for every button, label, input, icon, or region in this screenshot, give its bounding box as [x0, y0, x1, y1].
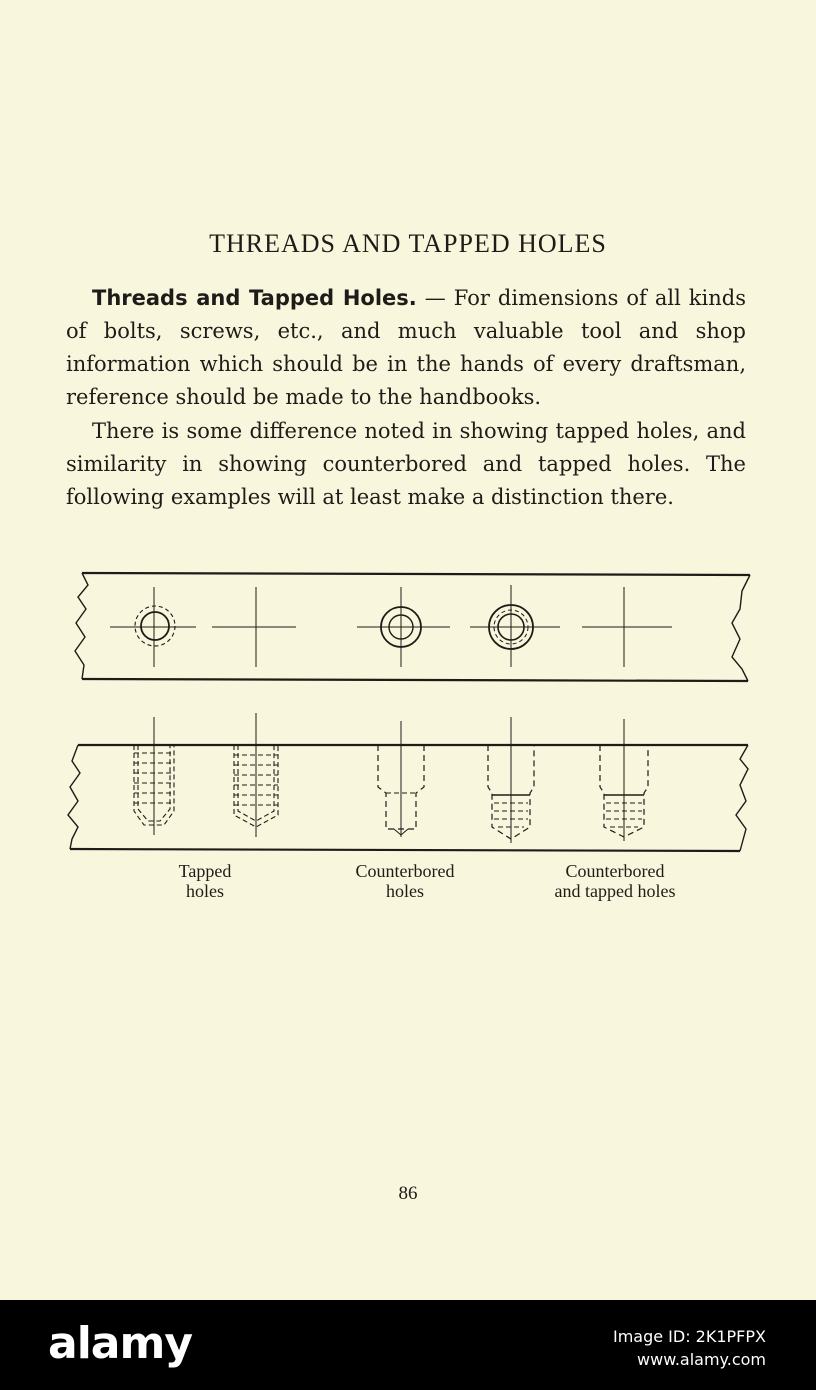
- caption-line: and tapped holes: [554, 881, 676, 901]
- section-counterbored-hole: [378, 721, 424, 837]
- caption-line: Counterbored: [565, 861, 665, 881]
- paragraph-threads-text: — For dimensions of all kinds of bolts, screws, etc., and much valuable tool and shop information which should be in the hands of every draftsman, reference should be made to the handbooks.: [66, 286, 746, 409]
- alamy-logo: alamy: [48, 1318, 192, 1369]
- section-counterbored-tapped-hole-2: [600, 719, 648, 841]
- site-url: www.alamy.com: [637, 1350, 766, 1369]
- image-id-block: [613, 1325, 766, 1371]
- plan-tapped-hole-1: [110, 587, 196, 667]
- image-id: Image ID: 2K1PFPX: [612, 1327, 766, 1346]
- caption-counterbored-tapped-holes: [520, 861, 710, 901]
- run-in-heading: Threads and Tapped Holes.: [92, 286, 417, 310]
- caption-counterbored-holes: [330, 861, 480, 901]
- page-heading: THREADS AND TAPPED HOLES: [209, 229, 607, 258]
- plan-counterbored-tapped-hole: [470, 585, 560, 667]
- caption-line: Tapped: [178, 861, 232, 881]
- plan-centerline-cross-2: [582, 587, 672, 667]
- tapped-holes-figure: [60, 565, 760, 865]
- plan-counterbored-hole: [357, 587, 450, 667]
- plan-centerline-cross-1: [212, 587, 296, 667]
- paragraph-difference: There is some difference noted in showing tapped holes, and similarity in showing counterbored and tapped holes. The following examples will at least make a distinction there.: [66, 419, 746, 509]
- section-tapped-hole-2: [234, 713, 278, 837]
- caption-line: holes: [386, 881, 424, 901]
- section-counterbored-tapped-hole-1: [488, 717, 534, 843]
- section-tapped-hole-1: [134, 717, 174, 835]
- caption-tapped-holes: [150, 861, 260, 901]
- caption-line: holes: [186, 881, 224, 901]
- paragraph-threads: [66, 282, 746, 414]
- page-number: 86: [398, 1183, 418, 1204]
- caption-line: Counterbored: [355, 861, 455, 881]
